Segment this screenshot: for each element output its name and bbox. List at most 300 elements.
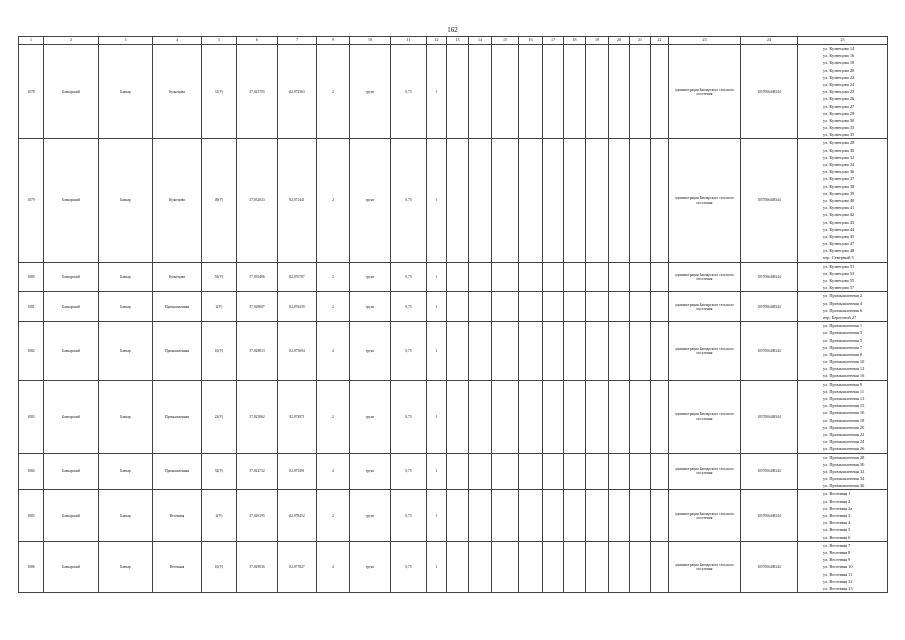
cell-place: Бакчар	[99, 322, 153, 381]
cell-place: Бакчар	[99, 45, 153, 139]
address-line: ул. Промышленная 2	[823, 293, 863, 299]
empty-cell	[469, 45, 492, 139]
address-line: ул. Промышленная 18	[823, 417, 865, 423]
cell-lat: 57,025705	[237, 45, 278, 139]
table-row	[19, 541, 888, 592]
table-row	[19, 262, 888, 292]
page-number: 162	[447, 26, 458, 34]
cell-n: 1082	[19, 322, 44, 381]
cell-street: Весенняя	[153, 490, 202, 541]
column-header: 2	[44, 37, 99, 45]
cell-street: Промышленная	[153, 380, 202, 453]
cell-ogrn: 1057006448344	[741, 380, 798, 453]
empty-cell	[564, 490, 586, 541]
cell-lat: 57,026195	[237, 490, 278, 541]
column-header: 20	[609, 37, 630, 45]
empty-cell	[519, 45, 543, 139]
empty-cell	[564, 139, 586, 262]
address-line: ул. Кузнецова 41	[823, 205, 855, 211]
cell-street: Весенняя	[153, 541, 202, 592]
cell-owner: администрация Бакчарского сельского поселения	[669, 453, 741, 490]
address-line: ул. Промышленная 16	[823, 373, 865, 379]
cell-owner: администрация Бакчарского сельского поселения	[669, 322, 741, 381]
address-line: ул. Кузнецова 44	[823, 226, 855, 232]
empty-cell	[651, 490, 669, 541]
empty-cell	[492, 139, 519, 262]
address-line: ул. Промышленная 10	[823, 359, 865, 365]
column-header: 4	[153, 37, 202, 45]
empty-cell	[586, 45, 609, 139]
empty-cell	[469, 490, 492, 541]
cell-served-addresses	[798, 139, 888, 262]
cell-street: Кузнецова	[153, 262, 202, 292]
column-header: 22	[651, 37, 669, 45]
cell-lon: 82,076239	[278, 292, 317, 322]
address-line: ул. Кузнецова 57	[823, 285, 855, 291]
cell-place: Бакчар	[99, 541, 153, 592]
empty-cell	[447, 262, 469, 292]
cell-place: Бакчар	[99, 262, 153, 292]
empty-cell	[630, 292, 651, 322]
empty-cell	[492, 45, 519, 139]
empty-cell	[469, 262, 492, 292]
column-header: 18	[564, 37, 586, 45]
address-line: ул. Весенняя 10	[823, 564, 853, 570]
column-header: 10	[350, 37, 391, 45]
cell-n: 1078	[19, 45, 44, 139]
cell-n: 1083	[19, 380, 44, 453]
cell-district: Бакчарский	[44, 292, 99, 322]
cell-area: 0,75	[391, 292, 427, 322]
empty-cell	[564, 292, 586, 322]
address-line: ул. Весенняя 2а	[823, 505, 853, 511]
empty-cell	[609, 380, 630, 453]
table-row	[19, 322, 888, 381]
cell-served-addresses	[798, 292, 888, 322]
empty-cell	[447, 45, 469, 139]
empty-cell	[469, 541, 492, 592]
cell-area: 0,75	[391, 541, 427, 592]
cell-house: 10(У)	[202, 541, 237, 592]
cell-count: 2	[317, 380, 350, 453]
empty-cell	[447, 453, 469, 490]
column-header: 21	[630, 37, 651, 45]
cell-qty: 1	[427, 490, 447, 541]
empty-cell	[586, 490, 609, 541]
address-line: ул. Весенняя 9	[823, 557, 851, 563]
cell-served-addresses	[798, 322, 888, 381]
address-line: ул. Кузнецова 18	[823, 60, 855, 66]
address-line: ул. Весенняя 7	[823, 542, 851, 548]
address-line: ул. Промышленная 24	[823, 439, 865, 445]
address-line: ул. Промышленная 34	[823, 476, 865, 482]
empty-cell	[609, 45, 630, 139]
cell-owner: администрация Бакчарского сельского поселения	[669, 541, 741, 592]
cell-house: 10(У)	[202, 322, 237, 381]
empty-cell	[651, 262, 669, 292]
table-row	[19, 453, 888, 490]
empty-cell	[630, 139, 651, 262]
empty-cell	[651, 380, 669, 453]
empty-cell	[447, 490, 469, 541]
cell-n: 1086	[19, 541, 44, 592]
cell-surface: грунт	[350, 322, 391, 381]
empty-cell	[651, 292, 669, 322]
cell-ogrn: 1057006448344	[741, 322, 798, 381]
cell-place: Бакчар	[99, 490, 153, 541]
address-line: ул. Промышленная 1	[823, 323, 863, 329]
empty-cell	[630, 453, 651, 490]
cell-house: 31(У)	[202, 45, 237, 139]
address-line: ул. Весенняя 5	[823, 527, 851, 533]
cell-count: 2	[317, 139, 350, 262]
empty-cell	[447, 322, 469, 381]
cell-surface: грунт	[350, 139, 391, 262]
cell-surface: грунт	[350, 380, 391, 453]
address-line: пер. Береговой 27	[823, 314, 857, 320]
cell-surface: грунт	[350, 490, 391, 541]
cell-ogrn: 1057006448344	[741, 292, 798, 322]
empty-cell	[492, 380, 519, 453]
empty-cell	[519, 453, 543, 490]
address-line: ул. Кузнецова 39	[823, 190, 855, 196]
cell-house: 55(У)	[202, 262, 237, 292]
cell-n: 1080	[19, 262, 44, 292]
cell-lat: 57,025862	[237, 380, 278, 453]
address-line: ул. Кузнецова 38	[823, 183, 855, 189]
empty-cell	[630, 45, 651, 139]
address-line: ул. Кузнецова 34	[823, 162, 855, 167]
empty-cell	[519, 292, 543, 322]
empty-cell	[609, 292, 630, 322]
empty-cell	[543, 292, 564, 322]
address-line: ул. Кузнецова 30	[823, 117, 855, 123]
address-line: пер. Северный 5	[823, 255, 854, 261]
empty-cell	[492, 453, 519, 490]
empty-cell	[586, 541, 609, 592]
cell-district: Бакчарский	[44, 380, 99, 453]
column-header: 16	[519, 37, 543, 45]
cell-lon: 82,070787	[278, 262, 317, 292]
empty-cell	[519, 322, 543, 381]
empty-cell	[651, 541, 669, 592]
address-line: ул. Весенняя 8	[823, 549, 851, 555]
cell-street: Кузнецова	[153, 45, 202, 139]
cell-area: 0,75	[391, 45, 427, 139]
address-line: ул. Промышленная 13	[823, 396, 865, 401]
cell-qty: 1	[427, 262, 447, 292]
cell-surface: грунт	[350, 541, 391, 592]
cell-district: Бакчарский	[44, 490, 99, 541]
address-line: ул. Кузнецова 40	[823, 197, 855, 203]
empty-cell	[492, 490, 519, 541]
empty-cell	[586, 380, 609, 453]
cell-place: Бакчар	[99, 380, 153, 453]
empty-cell	[447, 380, 469, 453]
empty-cell	[651, 45, 669, 139]
table-row	[19, 380, 888, 453]
table-row	[19, 45, 888, 139]
cell-served-addresses	[798, 45, 888, 139]
cell-served-addresses	[798, 541, 888, 592]
empty-cell	[447, 541, 469, 592]
column-header: 25	[798, 37, 888, 45]
empty-cell	[630, 262, 651, 292]
empty-cell	[543, 380, 564, 453]
empty-cell	[492, 292, 519, 322]
cell-qty: 1	[427, 541, 447, 592]
cell-area: 0,75	[391, 262, 427, 292]
empty-cell	[492, 541, 519, 592]
cell-lon: 82,078452	[278, 490, 317, 541]
empty-cell	[630, 490, 651, 541]
cell-ogrn: 1057006448344	[741, 45, 798, 139]
cell-house: 2(У)	[202, 490, 237, 541]
cell-qty: 1	[427, 322, 447, 381]
address-line: ул. Промышленная 6	[823, 307, 863, 313]
cell-ogrn: 1057006448344	[741, 262, 798, 292]
cell-area: 0,75	[391, 139, 427, 262]
cell-place: Бакчар	[99, 453, 153, 490]
empty-cell	[492, 322, 519, 381]
empty-cell	[609, 139, 630, 262]
cell-district: Бакчарский	[44, 541, 99, 592]
empty-cell	[586, 453, 609, 490]
address-line: ул. Кузнецова 36	[823, 169, 855, 175]
address-line: ул. Весенняя 13	[823, 585, 853, 591]
empty-cell	[469, 292, 492, 322]
cell-ogrn: 1057006448344	[741, 490, 798, 541]
empty-cell	[543, 453, 564, 490]
cell-district: Бакчарский	[44, 262, 99, 292]
empty-cell	[609, 262, 630, 292]
cell-owner: администрация Бакчарского сельского поселения	[669, 139, 741, 262]
empty-cell	[492, 262, 519, 292]
cell-lat: 57,028033	[237, 322, 278, 381]
empty-cell	[564, 45, 586, 139]
empty-cell	[564, 262, 586, 292]
address-line: ул. Промышленная 26	[823, 446, 865, 452]
empty-cell	[630, 380, 651, 453]
cell-house: 49(У)	[202, 139, 237, 262]
address-line: ул. Кузнецова 47	[823, 241, 855, 247]
cell-n: 1085	[19, 490, 44, 541]
column-header: 13	[447, 37, 469, 45]
cell-district: Бакчарский	[44, 45, 99, 139]
cell-district: Бакчарский	[44, 139, 99, 262]
address-line: ул. Кузнецова 25	[823, 89, 855, 95]
cell-qty: 1	[427, 453, 447, 490]
cell-street: Кузнецова	[153, 139, 202, 262]
cell-count: 2	[317, 541, 350, 592]
empty-cell	[519, 490, 543, 541]
address-line: ул. Кузнецова 53	[823, 270, 855, 276]
column-header: 6	[237, 37, 278, 45]
address-line: ул. Промышленная 28	[823, 454, 865, 460]
address-line: ул. Кузнецова 22	[823, 74, 855, 80]
cell-count: 2	[317, 45, 350, 139]
address-line: ул. Кузнецова 20	[823, 67, 855, 73]
address-line: ул. Кузнецова 30	[823, 147, 855, 153]
cell-district: Бакчарский	[44, 322, 99, 381]
cell-n: 1081	[19, 292, 44, 322]
address-line: ул. Промышленная 9	[823, 381, 863, 387]
address-line: ул. Промышленная 4	[823, 300, 863, 306]
cell-lat: 57,032043	[237, 139, 278, 262]
empty-cell	[609, 322, 630, 381]
column-header: 23	[669, 37, 741, 45]
cell-count: 2	[317, 262, 350, 292]
column-header: 12	[427, 37, 447, 45]
address-line: ул. Весенняя 6	[823, 534, 851, 540]
address-line: ул. Кузнецова 45	[823, 233, 855, 239]
cell-street: Промышленная	[153, 453, 202, 490]
address-line: ул. Весенняя 1	[823, 491, 851, 497]
address-line: ул. Промышленная 22	[823, 431, 865, 437]
address-line: ул. Кузнецова 42	[823, 212, 855, 218]
empty-cell	[447, 292, 469, 322]
cell-served-addresses	[798, 262, 888, 292]
empty-cell	[586, 262, 609, 292]
cell-count: 2	[317, 453, 350, 490]
header-row	[19, 37, 888, 45]
empty-cell	[519, 262, 543, 292]
empty-cell	[543, 490, 564, 541]
empty-cell	[630, 541, 651, 592]
cell-place: Бакчар	[99, 139, 153, 262]
cell-qty: 1	[427, 139, 447, 262]
column-header: 1	[19, 37, 44, 45]
empty-cell	[651, 322, 669, 381]
address-line: ул. Промышленная 11	[823, 388, 865, 394]
cell-owner: администрация Бакчарского сельского поселения	[669, 490, 741, 541]
empty-cell	[609, 541, 630, 592]
empty-cell	[564, 453, 586, 490]
cell-ogrn: 1057006448344	[741, 541, 798, 592]
address-line: ул. Весенняя 4	[823, 520, 851, 526]
empty-cell	[564, 380, 586, 453]
empty-cell	[519, 139, 543, 262]
column-header: 15	[492, 37, 519, 45]
cell-owner: администрация Бакчарского сельского поселения	[669, 45, 741, 139]
empty-cell	[586, 139, 609, 262]
empty-cell	[469, 380, 492, 453]
empty-cell	[543, 139, 564, 262]
cell-ogrn: 1057006448344	[741, 453, 798, 490]
cell-lat: 57,029036	[237, 541, 278, 592]
cell-qty: 1	[427, 292, 447, 322]
cell-surface: грунт	[350, 45, 391, 139]
address-line: ул. Весенняя 12	[823, 578, 853, 584]
empty-cell	[469, 453, 492, 490]
address-line: ул. Кузнецова 24	[823, 81, 855, 87]
table-row	[19, 139, 888, 262]
cell-served-addresses	[798, 380, 888, 453]
cell-lon: 82,074971	[278, 380, 317, 453]
cell-street: Промышленная	[153, 322, 202, 381]
empty-cell	[519, 541, 543, 592]
empty-cell	[469, 322, 492, 381]
address-line: ул. Кузнецова 51	[823, 263, 855, 269]
address-line: ул. Кузнецова 14	[823, 46, 855, 51]
cell-area: 0,75	[391, 322, 427, 381]
cell-surface: грунт	[350, 453, 391, 490]
empty-cell	[609, 453, 630, 490]
column-header: 24	[741, 37, 798, 45]
empty-cell	[543, 262, 564, 292]
cell-owner: администрация Бакчарского сельского поселения	[669, 380, 741, 453]
address-line: ул. Промышленная 5	[823, 337, 863, 343]
cell-qty: 1	[427, 380, 447, 453]
address-line: ул. Кузнецова 37	[823, 176, 855, 182]
cell-served-addresses	[798, 490, 888, 541]
address-line: ул. Промышленная 36	[823, 483, 865, 489]
empty-cell	[564, 322, 586, 381]
address-line: ул. Промышленная 7	[823, 344, 863, 350]
cell-lat: 57,035496	[237, 262, 278, 292]
empty-cell	[651, 453, 669, 490]
address-line: ул. Кузнецова 43	[823, 219, 855, 225]
cell-house: 32(У)	[202, 453, 237, 490]
address-line: ул. Кузнецова 29	[823, 110, 855, 116]
cell-served-addresses	[798, 453, 888, 490]
cell-street: Промышленная	[153, 292, 202, 322]
cell-house: 2(У)	[202, 292, 237, 322]
address-line: ул. Кузнецова 35	[823, 132, 855, 138]
address-line: ул. Промышленная 12	[823, 366, 865, 372]
cell-owner: администрация Бакчарского сельского поселения	[669, 262, 741, 292]
cell-place: Бакчар	[99, 292, 153, 322]
address-line: ул. Кузнецова 55	[823, 278, 855, 283]
address-line: ул. Весенняя 11	[823, 571, 853, 577]
cell-surface: грунт	[350, 292, 391, 322]
address-line: ул. Промышленная 8	[823, 351, 863, 357]
empty-cell	[543, 322, 564, 381]
address-line: ул. Промышленная 3	[823, 330, 863, 336]
address-line: ул. Промышленная 20	[823, 424, 865, 430]
cell-count: 2	[317, 292, 350, 322]
cell-qty: 1	[427, 45, 447, 139]
column-header: 14	[469, 37, 492, 45]
column-header: 5	[202, 37, 237, 45]
empty-cell	[543, 541, 564, 592]
address-line: ул. Промышленная 15	[823, 403, 865, 409]
address-line: ул. Промышленная 30	[823, 461, 865, 467]
cell-lon: 82,077827	[278, 541, 317, 592]
address-line: ул. Кузнецова 27	[823, 103, 855, 109]
column-header: 9	[317, 37, 350, 45]
column-header: 19	[586, 37, 609, 45]
empty-cell	[609, 490, 630, 541]
empty-cell	[586, 322, 609, 381]
cell-surface: грунт	[350, 262, 391, 292]
cell-lon: 82,075694	[278, 322, 317, 381]
cell-district: Бакчарский	[44, 453, 99, 490]
address-line: ул. Промышленная 16	[823, 410, 865, 416]
cell-lon: 82,071441	[278, 139, 317, 262]
cell-lon: 82,072563	[278, 45, 317, 139]
address-line: ул. Кузнецова 26	[823, 96, 855, 102]
column-header: 17	[543, 37, 564, 45]
empty-cell	[651, 139, 669, 262]
empty-cell	[630, 322, 651, 381]
cell-area: 0,75	[391, 380, 427, 453]
column-header: 3	[99, 37, 153, 45]
table-row	[19, 490, 888, 541]
empty-cell	[564, 541, 586, 592]
cell-area: 0,75	[391, 453, 427, 490]
address-line: ул. Кузнецова 48	[823, 248, 855, 254]
